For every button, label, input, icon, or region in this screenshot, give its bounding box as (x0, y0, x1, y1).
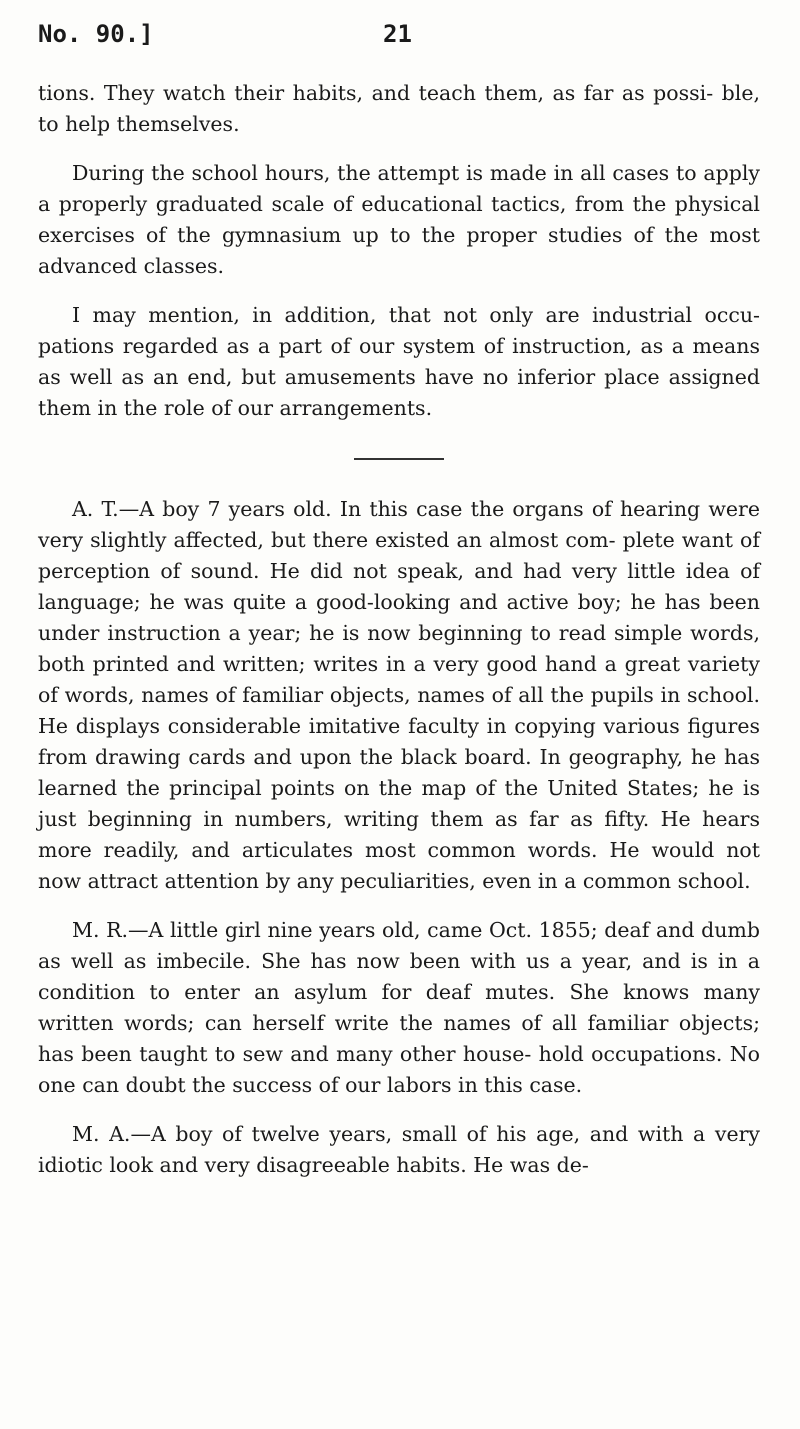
paragraph-case-m-a: M. A.—A boy of twelve years, small of his age, and with a very idiotic look and very disagreeable habits. He was de- (38, 1122, 760, 1177)
page-header (38, 20, 762, 60)
document-number: No. 90.] (38, 20, 154, 48)
paragraph-case-m-r: M. R.—A little girl nine years old, came Oct. 1855; deaf and dumb as well as imbecile. She has now been with us a year, and is in a condition to enter an asylum for deaf mutes. She knows many written words; can herself write the names of all familiar objects; has been taught to sew and many other house- hold occupations. No one can doubt the success of our labors in this case. (38, 918, 760, 1097)
paragraph-school-hours: During the school hours, the attempt is made in all cases to apply a properly graduated scale of educational tactics, from the physical exercises of the gymnasium up to the proper studies of the most advanced classes. (38, 161, 760, 278)
page-body (38, 78, 760, 1199)
paragraph-case-a-t: A. T.—A boy 7 years old. In this case the organs of hearing were very slightly affected, but there existed an almost com- plete want of perception of sound. He did not speak, and had very little idea of language; he was quite a good-looking and active boy; he has been under instruction a year; he is now beginning to read simple words, both printed and written; writes in a very good hand a great variety of words, names of familiar objects, names of all the pupils in school. He displays considerable imitative faculty in copying various figures from drawing cards and upon the black board. In geography, he has learned the principal points on the map of the United States; he is just beginning in numbers, writing them as far as fifty. He hears more readily, and articulates most common words. He would not now attract attention by any peculiarities, even in a common school. (38, 497, 760, 893)
paragraph-continuation: tions. They watch their habits, and teach them, as far as possi- ble, to help themselves. (38, 81, 760, 136)
paragraph-industrial-occupations: I may mention, in addition, that not only are industrial occu- pations regarded as a part of our system of instruction, as a means as well as an end, but amusements have no inferior place assigned them in the role of our arrangements. (38, 303, 760, 420)
section-divider (354, 458, 444, 460)
page-number: 21 (383, 20, 412, 48)
